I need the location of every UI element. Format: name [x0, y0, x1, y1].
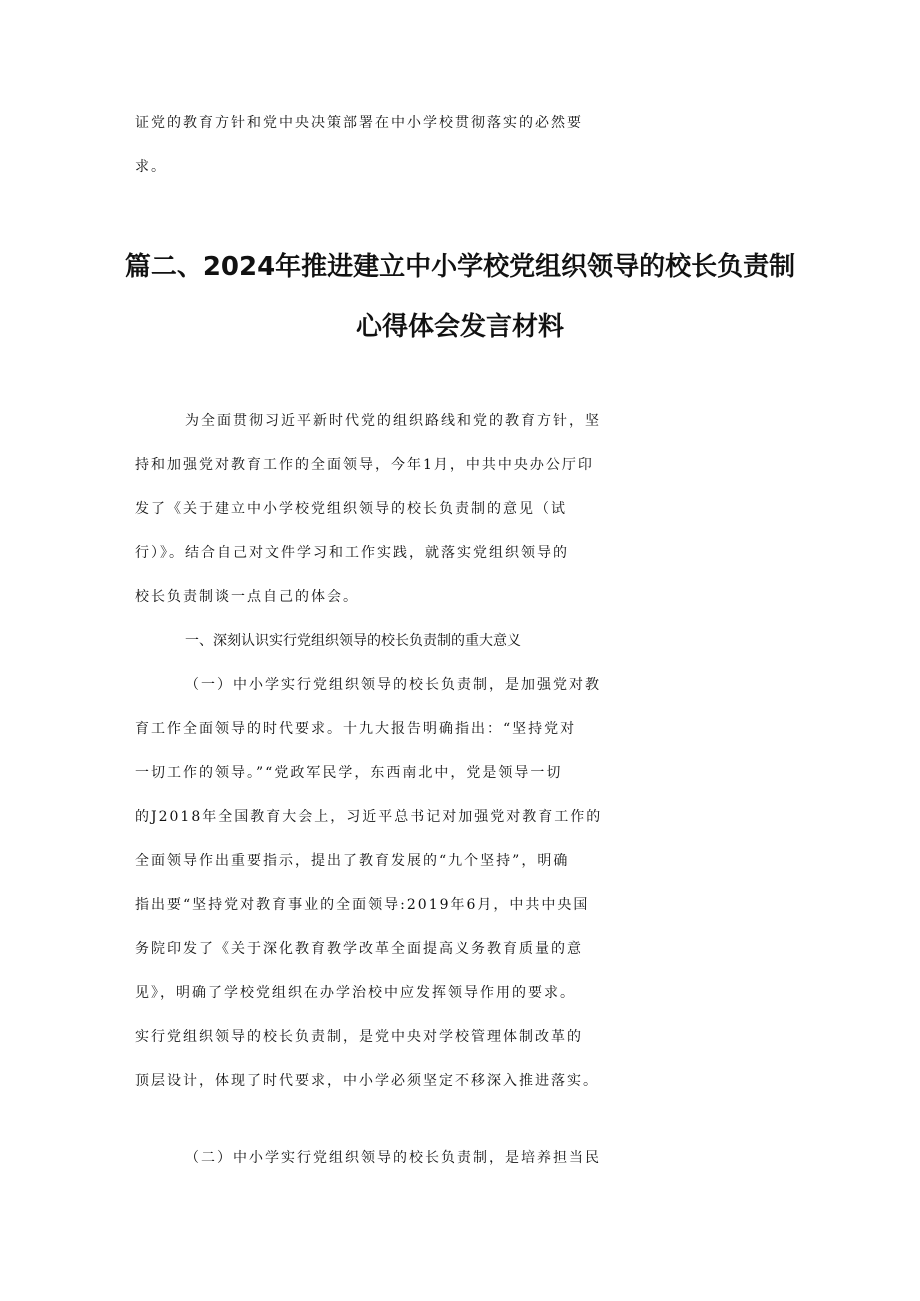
- paragraph-line: 的J2018年全国教育大会上，习近平总书记对加强党对教育工作的: [135, 809, 603, 825]
- paragraph-line: 为全面贯彻习近平新时代党的组织路线和党的教育方针，坚: [185, 413, 601, 429]
- paragraph-line: 顶层设计，体现了时代要求，中小学必须坚定不移深入推进落实。: [135, 1073, 599, 1089]
- paragraph-line: 见》，明确了学校党组织在办学治校中应发挥领导作用的要求。: [135, 985, 576, 1001]
- paragraph-line: 实行党组织领导的校长负责制，是党中央对学校管理体制改革的: [135, 1029, 583, 1045]
- paragraph-line: 校长负责制谈一点自己的体会。: [135, 589, 359, 605]
- paragraph-line: 证党的教育方针和党中央决策部署在中小学校贯彻落实的必然要: [135, 115, 583, 131]
- paragraph-line: 全面领导作出重要指示，提出了教育发展的“九个坚持”，明确: [135, 853, 570, 869]
- paragraph-line: 务院印发了《关于深化教育教学改革全面提高义务教育质量的意: [135, 941, 583, 957]
- paragraph-line: 发了《关于建立中小学校党组织领导的校长负责制的意见（试: [135, 501, 567, 517]
- article-title-line-2: 心得体会发言材料: [355, 312, 564, 342]
- paragraph-line: 持和加强党对教育工作的全面领导，今年1月，中共中央办公厅印: [135, 457, 594, 473]
- paragraph-line: 一切工作的领导。”“党政军民学，东西南北中，党是领导一切: [135, 765, 563, 781]
- paragraph-line: （一）中小学实行党组织领导的校长负责制，是加强党对教: [185, 677, 601, 693]
- paragraph-line: 求。: [135, 159, 167, 175]
- paragraph-line: 行）》。结合自己对文件学习和工作实践，就落实党组织领导的: [135, 545, 569, 561]
- section-heading: 一、深刻认识实行党组织领导的校长负责制的重大意义: [185, 633, 521, 649]
- paragraph-line: （二）中小学实行党组织领导的校长负责制，是培养担当民: [185, 1150, 601, 1166]
- paragraph-line: 指出要“坚持党对教育事业的全面领导:2019年6月，中共中央国: [135, 897, 590, 913]
- article-title-line-1: 篇二、2024年推进建立中小学校党组织领导的校长负责制: [124, 252, 796, 282]
- paragraph-line: 育工作全面领导的时代要求。十九大报告明确指出：“坚持党对: [135, 721, 577, 737]
